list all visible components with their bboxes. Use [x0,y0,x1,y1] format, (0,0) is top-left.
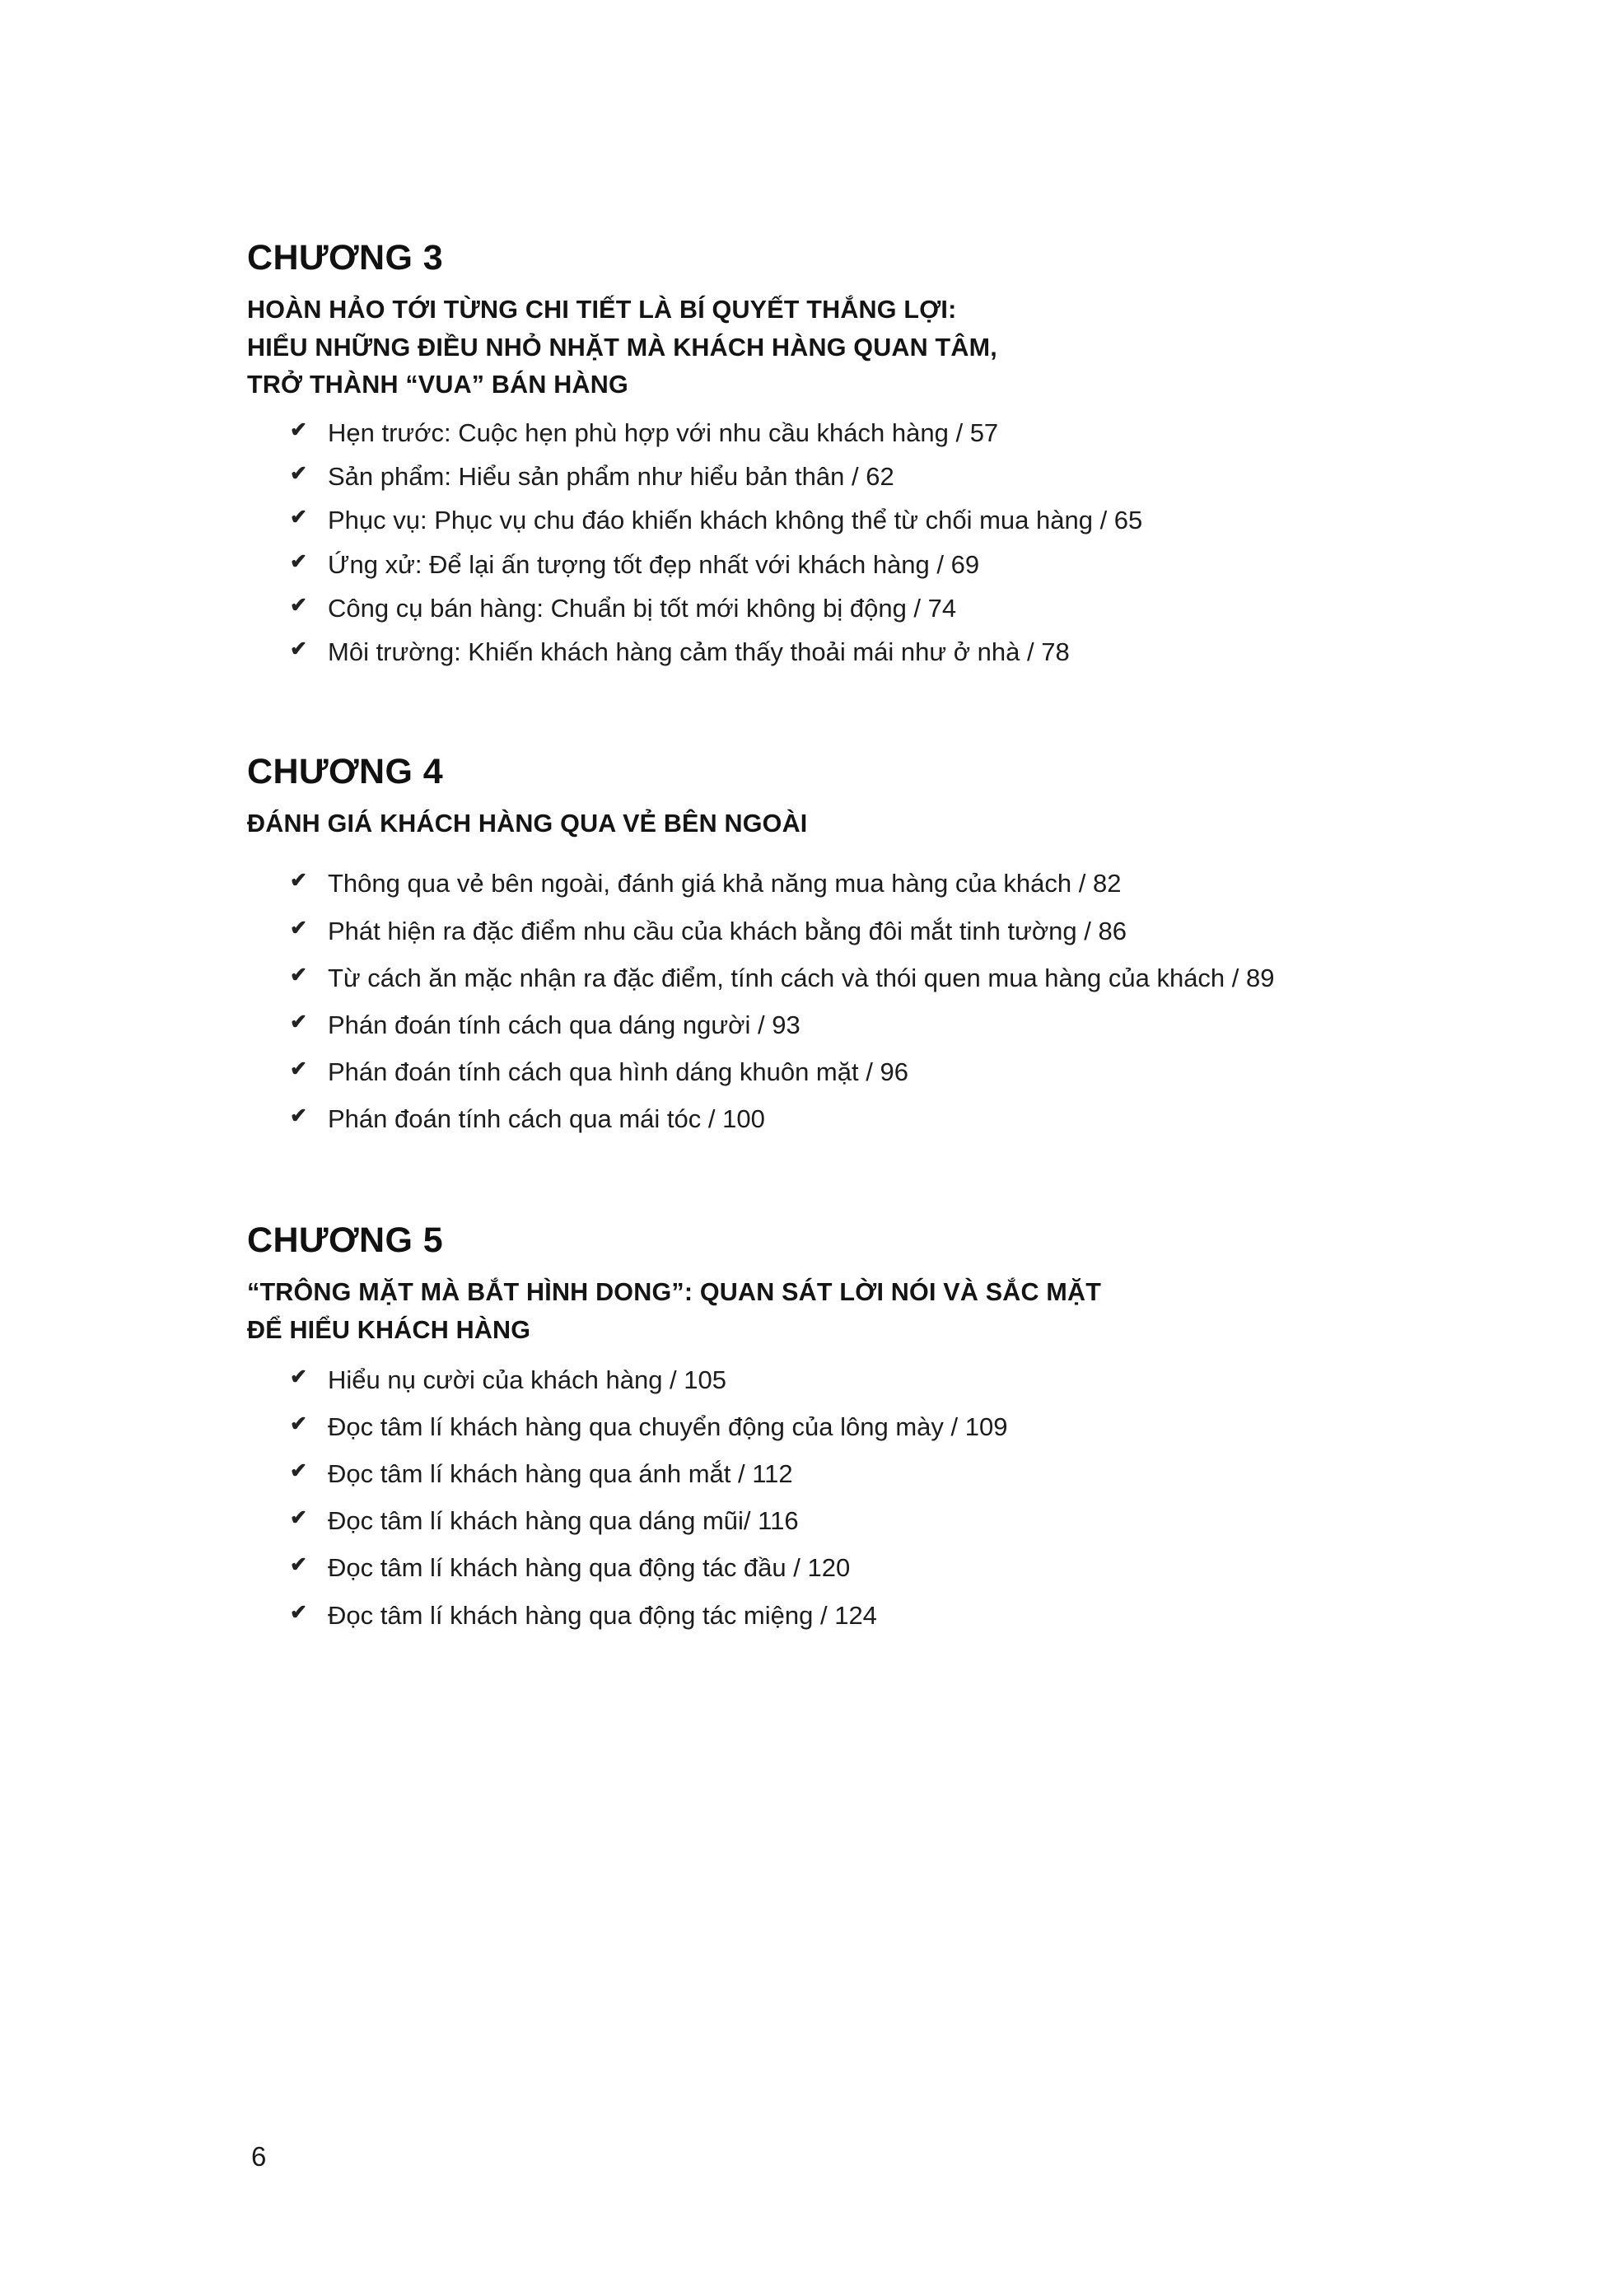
check-icon: ✔ [290,637,307,660]
list-item[interactable] [247,1497,1368,1544]
check-icon: ✔ [290,1365,307,1388]
check-icon: ✔ [290,506,307,530]
toc-entry-label: Công cụ bán hàng: Chuẩn bị tốt mới không bị động / 74 [328,593,957,623]
list-item[interactable] [247,411,1368,455]
check-icon: ✔ [290,1057,307,1080]
chapter-number: CHƯƠNG 3 [247,238,444,278]
toc-entry-label: Đọc tâm lí khách hàng qua ánh mắt / 112 [328,1459,793,1489]
page-number: 6 [251,2141,267,2172]
toc-entry-label: Thông qua vẻ bên ngoài, đánh giá khả năng mua hàng của khách / 82 [328,869,1122,898]
toc-entry-label: Phục vụ: Phục vụ chu đáo khiến khách không thể từ chối mua hàng / 65 [328,506,1143,535]
check-icon: ✔ [290,869,307,893]
chapter-block-5 [247,1221,1368,1639]
chapter-title-line: ĐỂ HIỂU KHÁCH HÀNG [247,1315,531,1344]
list-item[interactable] [247,908,1368,954]
check-icon: ✔ [290,593,307,617]
check-icon: ✔ [290,1104,307,1127]
check-icon: ✔ [290,1600,307,1624]
list-item[interactable] [247,1356,1368,1403]
list-item[interactable] [247,1544,1368,1591]
list-item[interactable] [247,1403,1368,1450]
chapter-title-line: ĐÁNH GIÁ KHÁCH HÀNG QUA VẺ BÊN NGOÀI [247,810,808,838]
toc-entry-label: Phát hiện ra đặc điểm nhu cầu của khách bằng đôi mắt tinh tường / 86 [328,916,1127,945]
toc-entry-label: Đọc tâm lí khách hàng qua dáng mũi/ 116 [328,1506,799,1536]
check-icon: ✔ [290,916,307,940]
list-item[interactable] [247,498,1368,542]
toc-entry-label: Đọc tâm lí khách hàng qua chuyển động của lông mày / 109 [328,1412,1008,1442]
check-icon: ✔ [290,549,307,573]
toc-entry-label: Từ cách ăn mặc nhận ra đặc điểm, tính cách và thói quen mua hàng của khách / 89 [328,963,1275,992]
toc-entry-label: Hẹn trước: Cuộc hẹn phù hợp với nhu cầu khách hàng / 57 [328,418,999,448]
list-item[interactable] [247,1001,1368,1048]
list-item[interactable] [247,1450,1368,1497]
check-icon: ✔ [290,1553,307,1577]
toc-entry-label: Đọc tâm lí khách hàng qua động tác đầu / 120 [328,1553,851,1583]
toc-entry-label: Sản phẩm: Hiểu sản phẩm như hiểu bản thân / 62 [328,462,894,492]
chapter-block-3 [247,239,1368,674]
toc-entry-label: Phán đoán tính cách qua hình dáng khuôn mặt / 96 [328,1057,908,1086]
toc-entry-label: Hiểu nụ cười của khách hàng / 105 [328,1365,726,1394]
chapter-block-4 [247,753,1368,1142]
list-item[interactable] [247,860,1368,907]
toc-entry-list [247,1356,1368,1639]
toc-entry-label: Phán đoán tính cách qua dáng người / 93 [328,1010,800,1039]
toc-entry-label: Đọc tâm lí khách hàng qua động tác miệng / 124 [328,1600,877,1630]
check-icon: ✔ [290,462,307,486]
check-icon: ✔ [290,963,307,987]
chapter-title-line: HOÀN HẢO TỚI TỪNG CHI TIẾT LÀ BÍ QUYẾT THẮNG LỢI: [247,296,957,324]
list-item[interactable] [247,586,1368,630]
toc-entry-list [247,860,1368,1142]
check-icon: ✔ [290,1412,307,1436]
list-item[interactable] [247,1048,1368,1095]
check-icon: ✔ [290,418,307,442]
list-item[interactable] [247,455,1368,498]
toc-entry-label: Ứng xử: Để lại ấn tượng tốt đẹp nhất với khách hàng / 69 [328,549,980,579]
chapter-title-line: “TRÔNG MẶT MÀ BẮT HÌNH DONG”: QUAN SÁT LỜI NÓI VÀ SẮC MẶT [247,1278,1102,1307]
check-icon: ✔ [290,1010,307,1034]
toc-entry-list [247,411,1368,674]
list-item[interactable] [247,1592,1368,1639]
list-item[interactable] [247,1095,1368,1142]
toc-entry-label: Phán đoán tính cách qua mái tóc / 100 [328,1104,765,1133]
chapter-title-line: HIỂU NHỮNG ĐIỀU NHỎ NHẶT MÀ KHÁCH HÀNG QUAN TÂM, [247,333,997,362]
chapter-title-line: TRỞ THÀNH “VUA” BÁN HÀNG [247,370,628,399]
toc-entry-label: Môi trường: Khiến khách hàng cảm thấy thoải mái như ở nhà / 78 [328,637,1070,666]
list-item[interactable] [247,543,1368,586]
chapter-number: CHƯƠNG 5 [247,1220,444,1261]
list-item[interactable] [247,630,1368,674]
check-icon: ✔ [290,1506,307,1530]
list-item[interactable] [247,954,1368,1001]
chapter-number: CHƯƠNG 4 [247,751,444,791]
check-icon: ✔ [290,1459,307,1483]
